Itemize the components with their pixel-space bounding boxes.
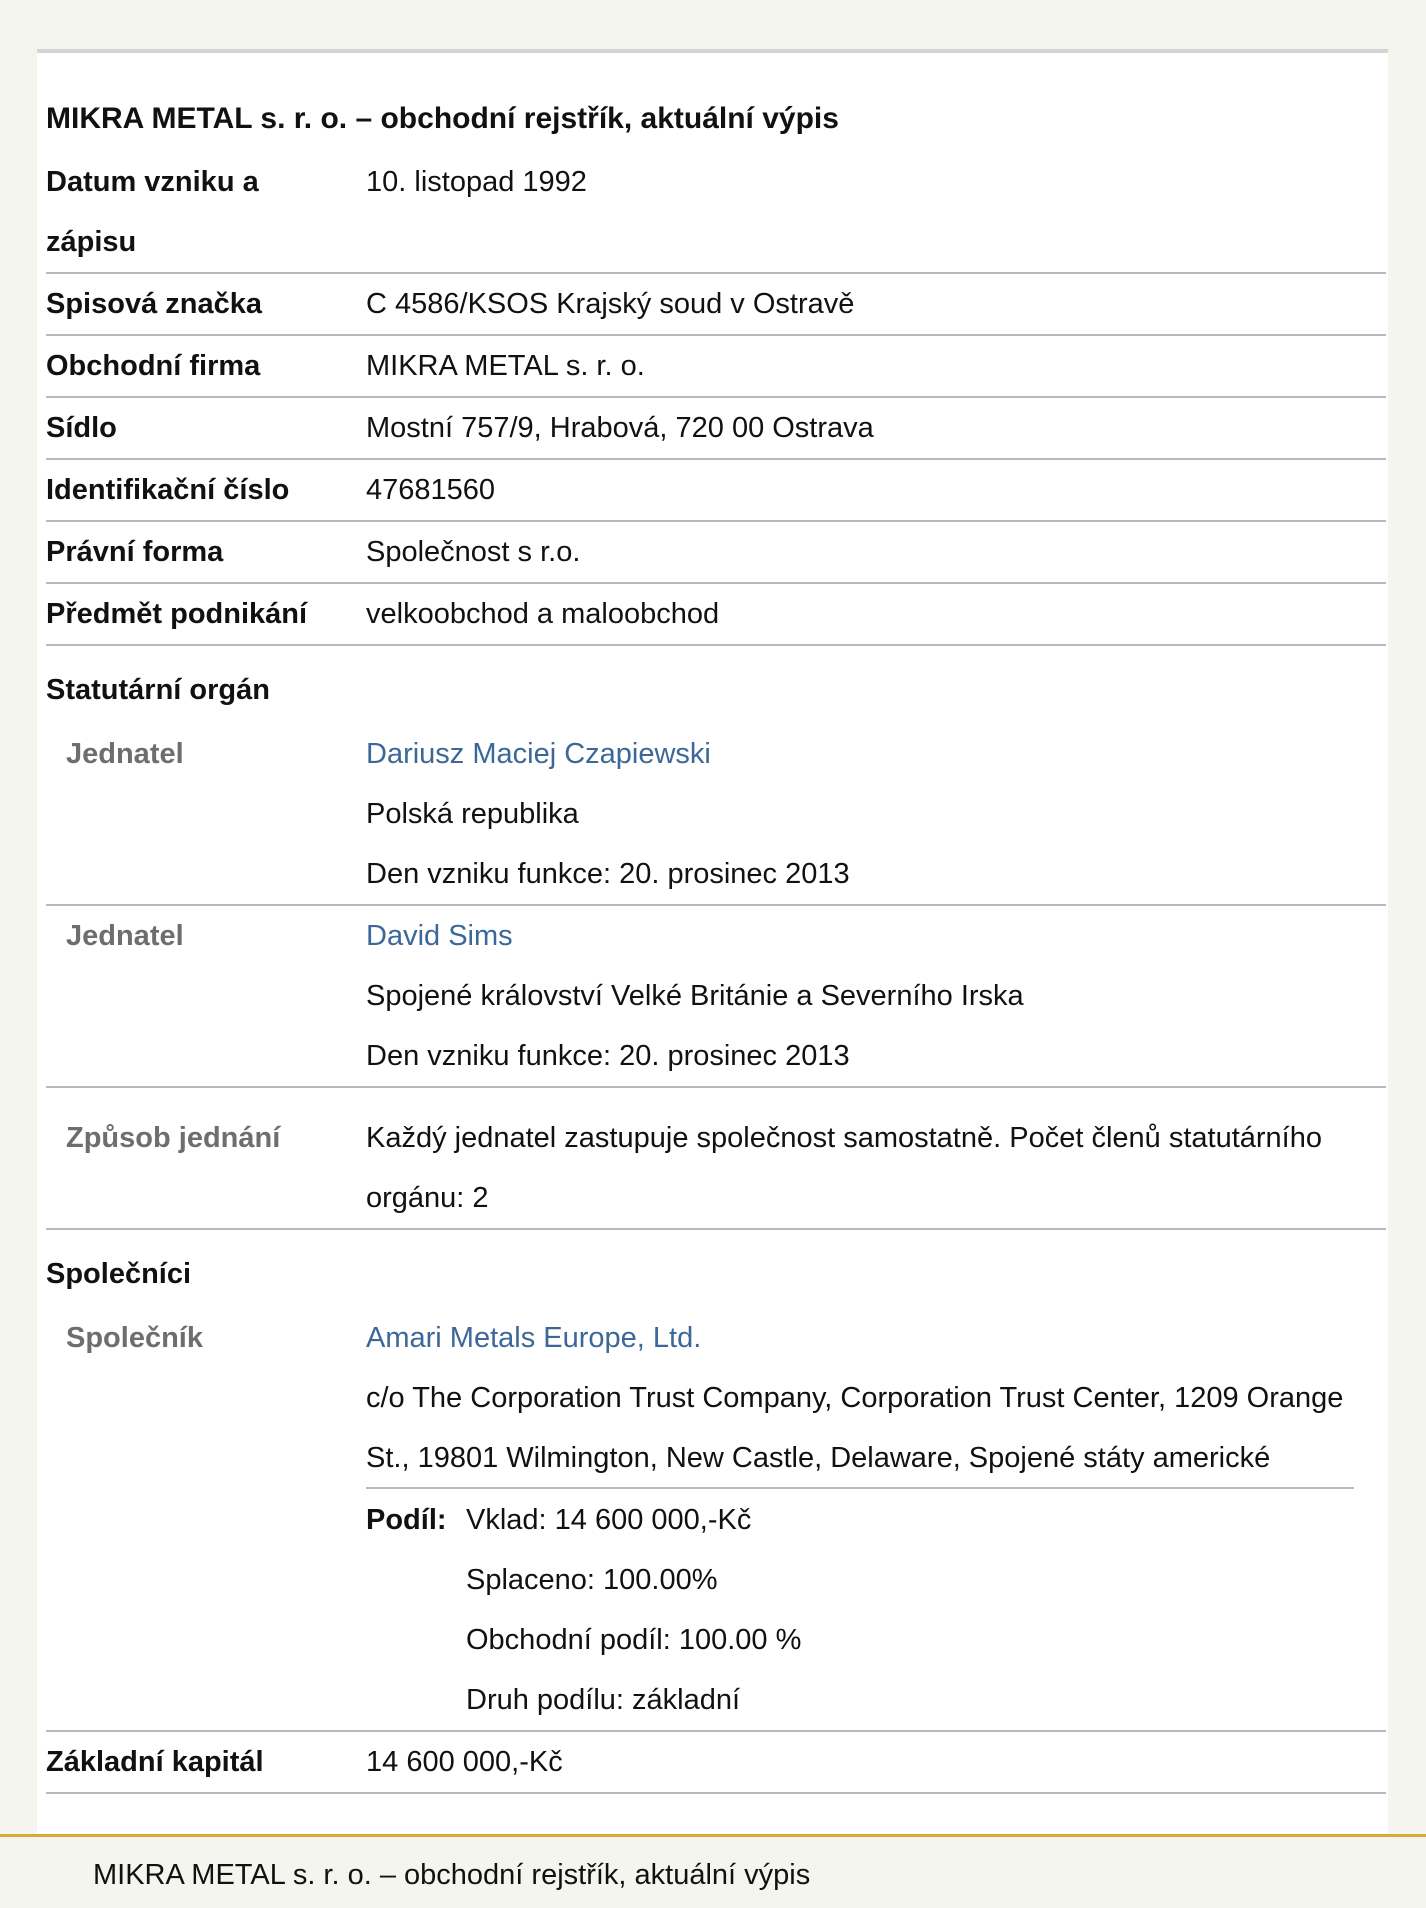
spisova-label: Spisová značka bbox=[46, 288, 262, 320]
predmet-value: velkoobchod a maloobchod bbox=[366, 598, 720, 630]
divider bbox=[46, 458, 1386, 460]
footer bbox=[0, 1834, 1426, 1908]
spolecnik-address: c/o The Corporation Trust Company, Corporation Trust Center, 1209 Orange bbox=[366, 1382, 1344, 1414]
datum-value: 10. listopad 1992 bbox=[366, 166, 587, 198]
divider bbox=[46, 334, 1386, 336]
podil-vklad: Vklad: 14 600 000,-Kč bbox=[466, 1504, 752, 1536]
jednatel-country: Polská republika bbox=[366, 798, 579, 830]
divider bbox=[46, 272, 1386, 274]
podil-label: Podíl: bbox=[366, 1504, 447, 1536]
spolecnik-name-link[interactable]: Amari Metals Europe, Ltd. bbox=[366, 1322, 702, 1354]
jednatel-since: Den vzniku funkce: 20. prosinec 2013 bbox=[366, 858, 850, 890]
statutarni-heading: Statutární orgán bbox=[46, 674, 270, 706]
podil-splaceno: Splaceno: 100.00% bbox=[466, 1564, 718, 1596]
predmet-label: Předmět podnikání bbox=[46, 598, 308, 630]
divider bbox=[46, 644, 1386, 646]
ico-label: Identifikační číslo bbox=[46, 474, 290, 506]
divider bbox=[46, 396, 1386, 398]
zpusob-label: Způsob jednání bbox=[66, 1122, 281, 1154]
spisova-value: C 4586/KSOS Krajský soud v Ostravě bbox=[366, 288, 855, 320]
spolecnici-heading: Společníci bbox=[46, 1258, 192, 1290]
divider bbox=[46, 1730, 1386, 1732]
jednatel-name-link[interactable]: David Sims bbox=[366, 920, 513, 952]
zpusob-value: Každý jednatel zastupuje společnost samostatně. Počet členů statutárního bbox=[366, 1122, 1322, 1154]
kapital-value: 14 600 000,-Kč bbox=[366, 1746, 563, 1778]
spolecnik-address-cont: St., 19801 Wilmington, New Castle, Delaware, Spojené státy americké bbox=[366, 1442, 1271, 1474]
zpusob-value-cont: orgánu: 2 bbox=[366, 1182, 489, 1214]
divider bbox=[46, 520, 1386, 522]
sidlo-value: Mostní 757/9, Hrabová, 720 00 Ostrava bbox=[366, 412, 874, 444]
firma-label: Obchodní firma bbox=[46, 350, 261, 382]
jednatel-since: Den vzniku funkce: 20. prosinec 2013 bbox=[366, 1040, 850, 1072]
jednatel-label: Jednatel bbox=[66, 738, 184, 770]
podil-druh: Druh podílu: základní bbox=[466, 1684, 741, 1716]
podil-obchodni: Obchodní podíl: 100.00 % bbox=[466, 1624, 802, 1656]
divider bbox=[46, 1086, 1386, 1088]
divider bbox=[46, 1792, 1386, 1794]
jednatel-label: Jednatel bbox=[66, 920, 184, 952]
divider bbox=[46, 582, 1386, 584]
divider bbox=[46, 904, 1386, 906]
forma-value: Společnost s r.o. bbox=[366, 536, 581, 568]
datum-label-cont: zápisu bbox=[46, 226, 137, 258]
jednatel-name-link[interactable]: Dariusz Maciej Czapiewski bbox=[366, 738, 711, 770]
page-title: MIKRA METAL s. r. o. – obchodní rejstřík, aktuální výpis bbox=[46, 102, 839, 135]
divider bbox=[46, 1228, 1386, 1230]
kapital-label: Základní kapitál bbox=[46, 1746, 264, 1778]
footer-title: MIKRA METAL s. r. o. – obchodní rejstřík, aktuální výpis bbox=[93, 1859, 811, 1891]
jednatel-country: Spojené království Velké Británie a Severního Irska bbox=[366, 980, 1024, 1012]
datum-label: Datum vzniku a bbox=[46, 166, 259, 198]
podil-divider bbox=[366, 1487, 1354, 1489]
spolecnik-label: Společník bbox=[66, 1322, 203, 1354]
ico-value: 47681560 bbox=[366, 474, 496, 506]
sidlo-label: Sídlo bbox=[46, 412, 117, 444]
forma-label: Právní forma bbox=[46, 536, 224, 568]
firma-value: MIKRA METAL s. r. o. bbox=[366, 350, 645, 382]
